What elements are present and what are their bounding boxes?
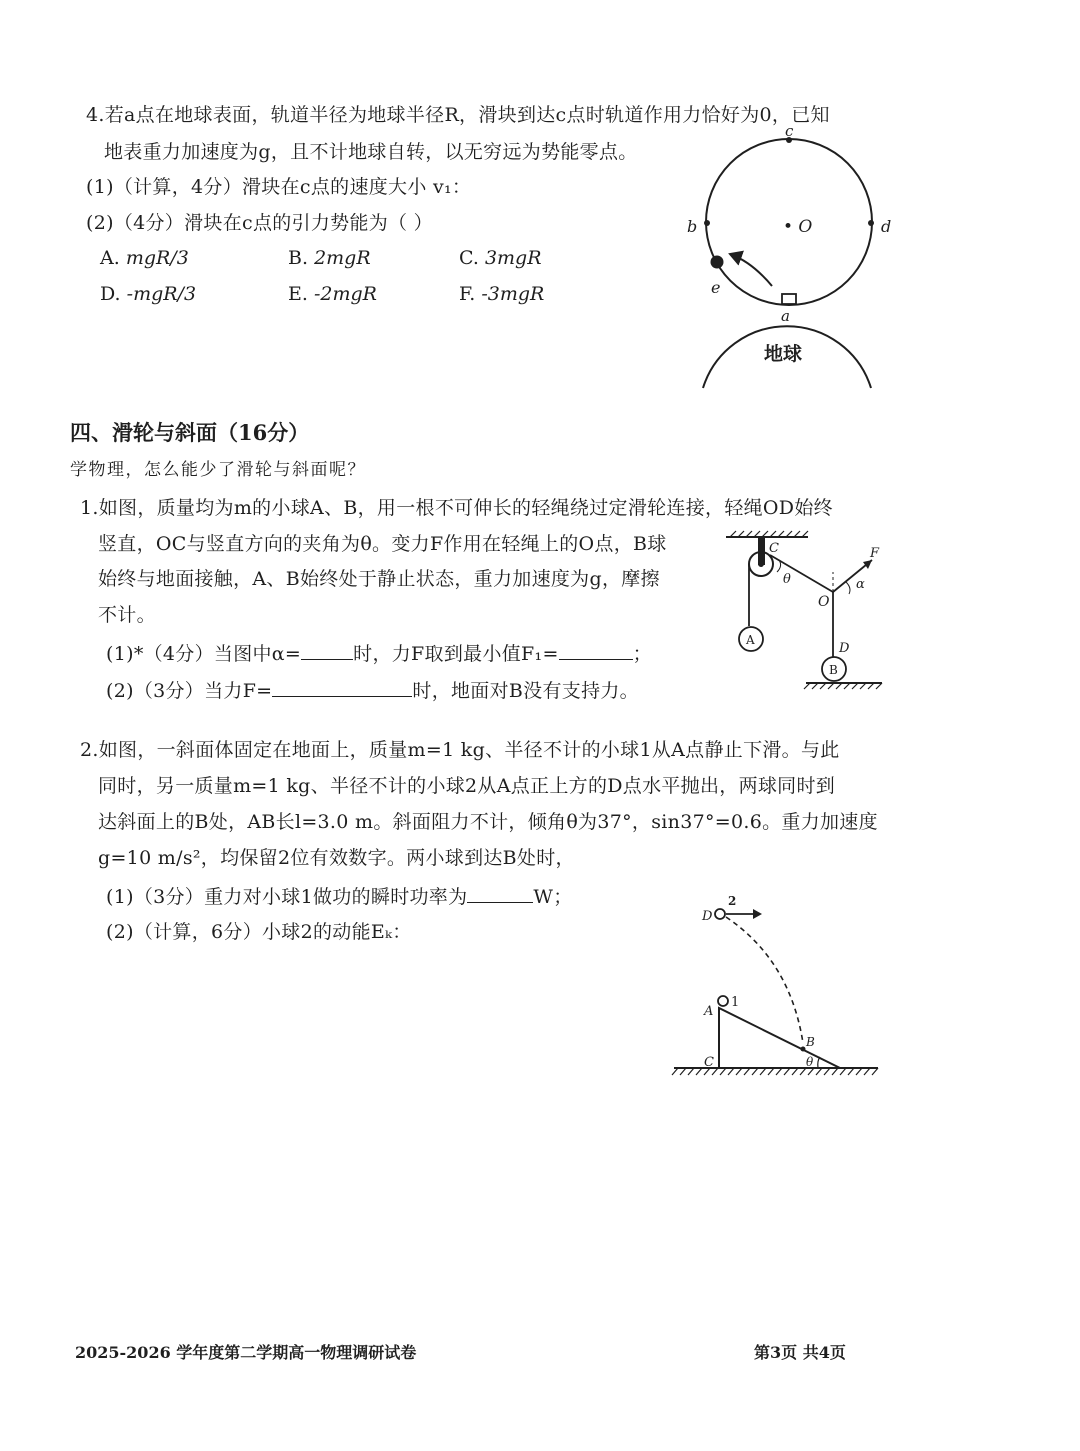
option-label: B. [288, 247, 309, 269]
label-a: A [704, 1004, 714, 1019]
angle-alpha-arc [846, 582, 850, 594]
p1-sub-question-1 [106, 639, 652, 667]
p1-sub-question-2 [106, 676, 639, 704]
p2-line-4: g=10 m/s²，均保留2位有效数字。两小球到达B处时， [98, 847, 575, 869]
label-d: d [881, 217, 892, 236]
option-label: D. [100, 283, 121, 305]
option-label: F. [459, 283, 476, 305]
angle-theta-arc [818, 1057, 820, 1068]
slider-block [782, 294, 796, 304]
label-d: D [839, 641, 850, 656]
p2-sub1-text-b: W； [533, 886, 573, 908]
section-title: 四、滑轮与斜面（16分） [70, 420, 310, 445]
ground-hatch [672, 1068, 878, 1075]
force-f-arrowhead [863, 560, 872, 569]
option-label: C. [459, 247, 479, 269]
q4-line-2: 地表重力加速度为g，且不计地球自转，以无穷远为势能零点。 [104, 141, 638, 163]
angle-theta-arc [777, 560, 781, 572]
label-o: O [818, 594, 830, 610]
label-theta: θ [806, 1055, 814, 1069]
p1-line-3: 始终与地面接触，A、B始终处于静止状态，重力加速度为g，摩擦 [98, 568, 660, 590]
label-d: D [702, 909, 713, 924]
pulley-mount [758, 537, 765, 565]
label-b: B [829, 663, 838, 677]
pulley-axle [758, 561, 764, 567]
q4-sub-question-1: (1)（计算，4分）滑块在c点的速度大小 v₁： [86, 176, 472, 198]
p1-sub2-text-a: (2)（3分）当力F= [106, 680, 273, 702]
p2-sub-question-1 [106, 882, 573, 910]
p1-line-2: 竖直，OC与竖直方向的夹角为θ。变力F作用在轻绳上的O点，B球 [98, 533, 667, 555]
p1-sub1-text-a: (1)*（4分）当图中α= [106, 643, 302, 665]
pulley-figure [725, 525, 895, 695]
q4-line-1: 4.若a点在地球表面，轨道半径为地球半径R，滑块到达c点时轨道作用力恰好为0，已知 [86, 104, 830, 126]
ball-1 [718, 996, 728, 1006]
slider-ball [711, 256, 724, 269]
p2-sub-question-2: (2)（计算，6分）小球2的动能Eₖ： [106, 921, 412, 943]
label-e: e [711, 278, 721, 297]
p1-line-1: 1.如图，质量均为m的小球A、B，用一根不可伸长的轻绳绕过定滑轮连接，轻绳OD始终 [80, 497, 833, 519]
p1-sub1-text-b: 时，力F取到最小值F₁= [353, 643, 559, 665]
label-earth: 地球 [764, 343, 803, 365]
option-value: -2mgR [313, 283, 377, 305]
answer-blank-f1[interactable] [559, 639, 633, 660]
q4-option-a [100, 245, 189, 271]
option-label: E. [288, 283, 308, 305]
label-1: 1 [731, 995, 740, 1010]
p1-sub1-text-c: ； [632, 643, 652, 665]
label-b: B [806, 1035, 815, 1049]
answer-blank-force[interactable] [272, 676, 412, 697]
section-intro: 学物理，怎么能少了滑轮与斜面呢？ [70, 460, 366, 480]
q4-sub-question-2: (2)（4分）滑块在c点的引力势能为（ ） [86, 212, 433, 234]
p2-line-3: 达斜面上的B处，AB长l=3.0 m。斜面阻力不计，倾角θ为37°，sin37°=0.6。重力加速度 [98, 811, 878, 833]
label-f: F [870, 546, 880, 561]
footer-page-number: 第3页 共4页 [754, 1343, 846, 1362]
incline-triangle [719, 1008, 840, 1068]
trajectory [726, 917, 803, 1043]
q4-option-e [288, 281, 377, 307]
ball-2 [715, 909, 725, 919]
orbit-figure [680, 122, 910, 395]
point-d-dot [868, 220, 874, 226]
answer-blank-power[interactable] [467, 882, 533, 903]
q4-option-c [459, 245, 542, 271]
option-value: mgR/3 [125, 247, 189, 269]
option-label: A. [100, 247, 120, 269]
q4-option-f [459, 281, 544, 307]
p1-sub2-text-b: 时，地面对B没有支持力。 [412, 680, 639, 702]
direction-arrow [730, 254, 772, 286]
label-a: A [746, 633, 755, 647]
label-a: a [781, 307, 790, 325]
q4-option-d [100, 281, 196, 307]
incline-figure [670, 890, 885, 1080]
label-theta: θ [783, 572, 791, 587]
option-value: 3mgR [484, 247, 542, 269]
answer-blank-alpha[interactable] [301, 639, 353, 660]
label-c: C [769, 541, 779, 556]
label-c: c [785, 122, 794, 140]
p2-sub1-text-a: (1)（3分）重力对小球1做功的瞬时功率为 [106, 886, 468, 908]
point-b-dot [704, 220, 710, 226]
label-o: • O [783, 217, 813, 237]
label-alpha: α [856, 577, 865, 592]
label-b: b [687, 217, 698, 236]
option-value: -3mgR [481, 283, 545, 305]
option-value: -mgR/3 [126, 283, 197, 305]
p1-line-4: 不计。 [98, 604, 156, 626]
option-value: 2mgR [314, 247, 371, 269]
footer-exam-title: 2025-2026 学年度第二学期高一物理调研试卷 [75, 1343, 417, 1362]
velocity-arrowhead [753, 909, 762, 919]
label-c: C [704, 1055, 714, 1070]
label-2: 2 [728, 894, 737, 908]
p2-line-1: 2.如图，一斜面体固定在地面上，质量m=1 kg、半径不计的小球1从A点静止下滑。与此 [80, 739, 840, 761]
q4-option-b [288, 245, 371, 271]
point-b-dot [801, 1047, 806, 1052]
p2-line-2: 同时，另一质量m=1 kg、半径不计的小球2从A点正上方的D点水平抛出，两球同时到 [98, 775, 836, 797]
